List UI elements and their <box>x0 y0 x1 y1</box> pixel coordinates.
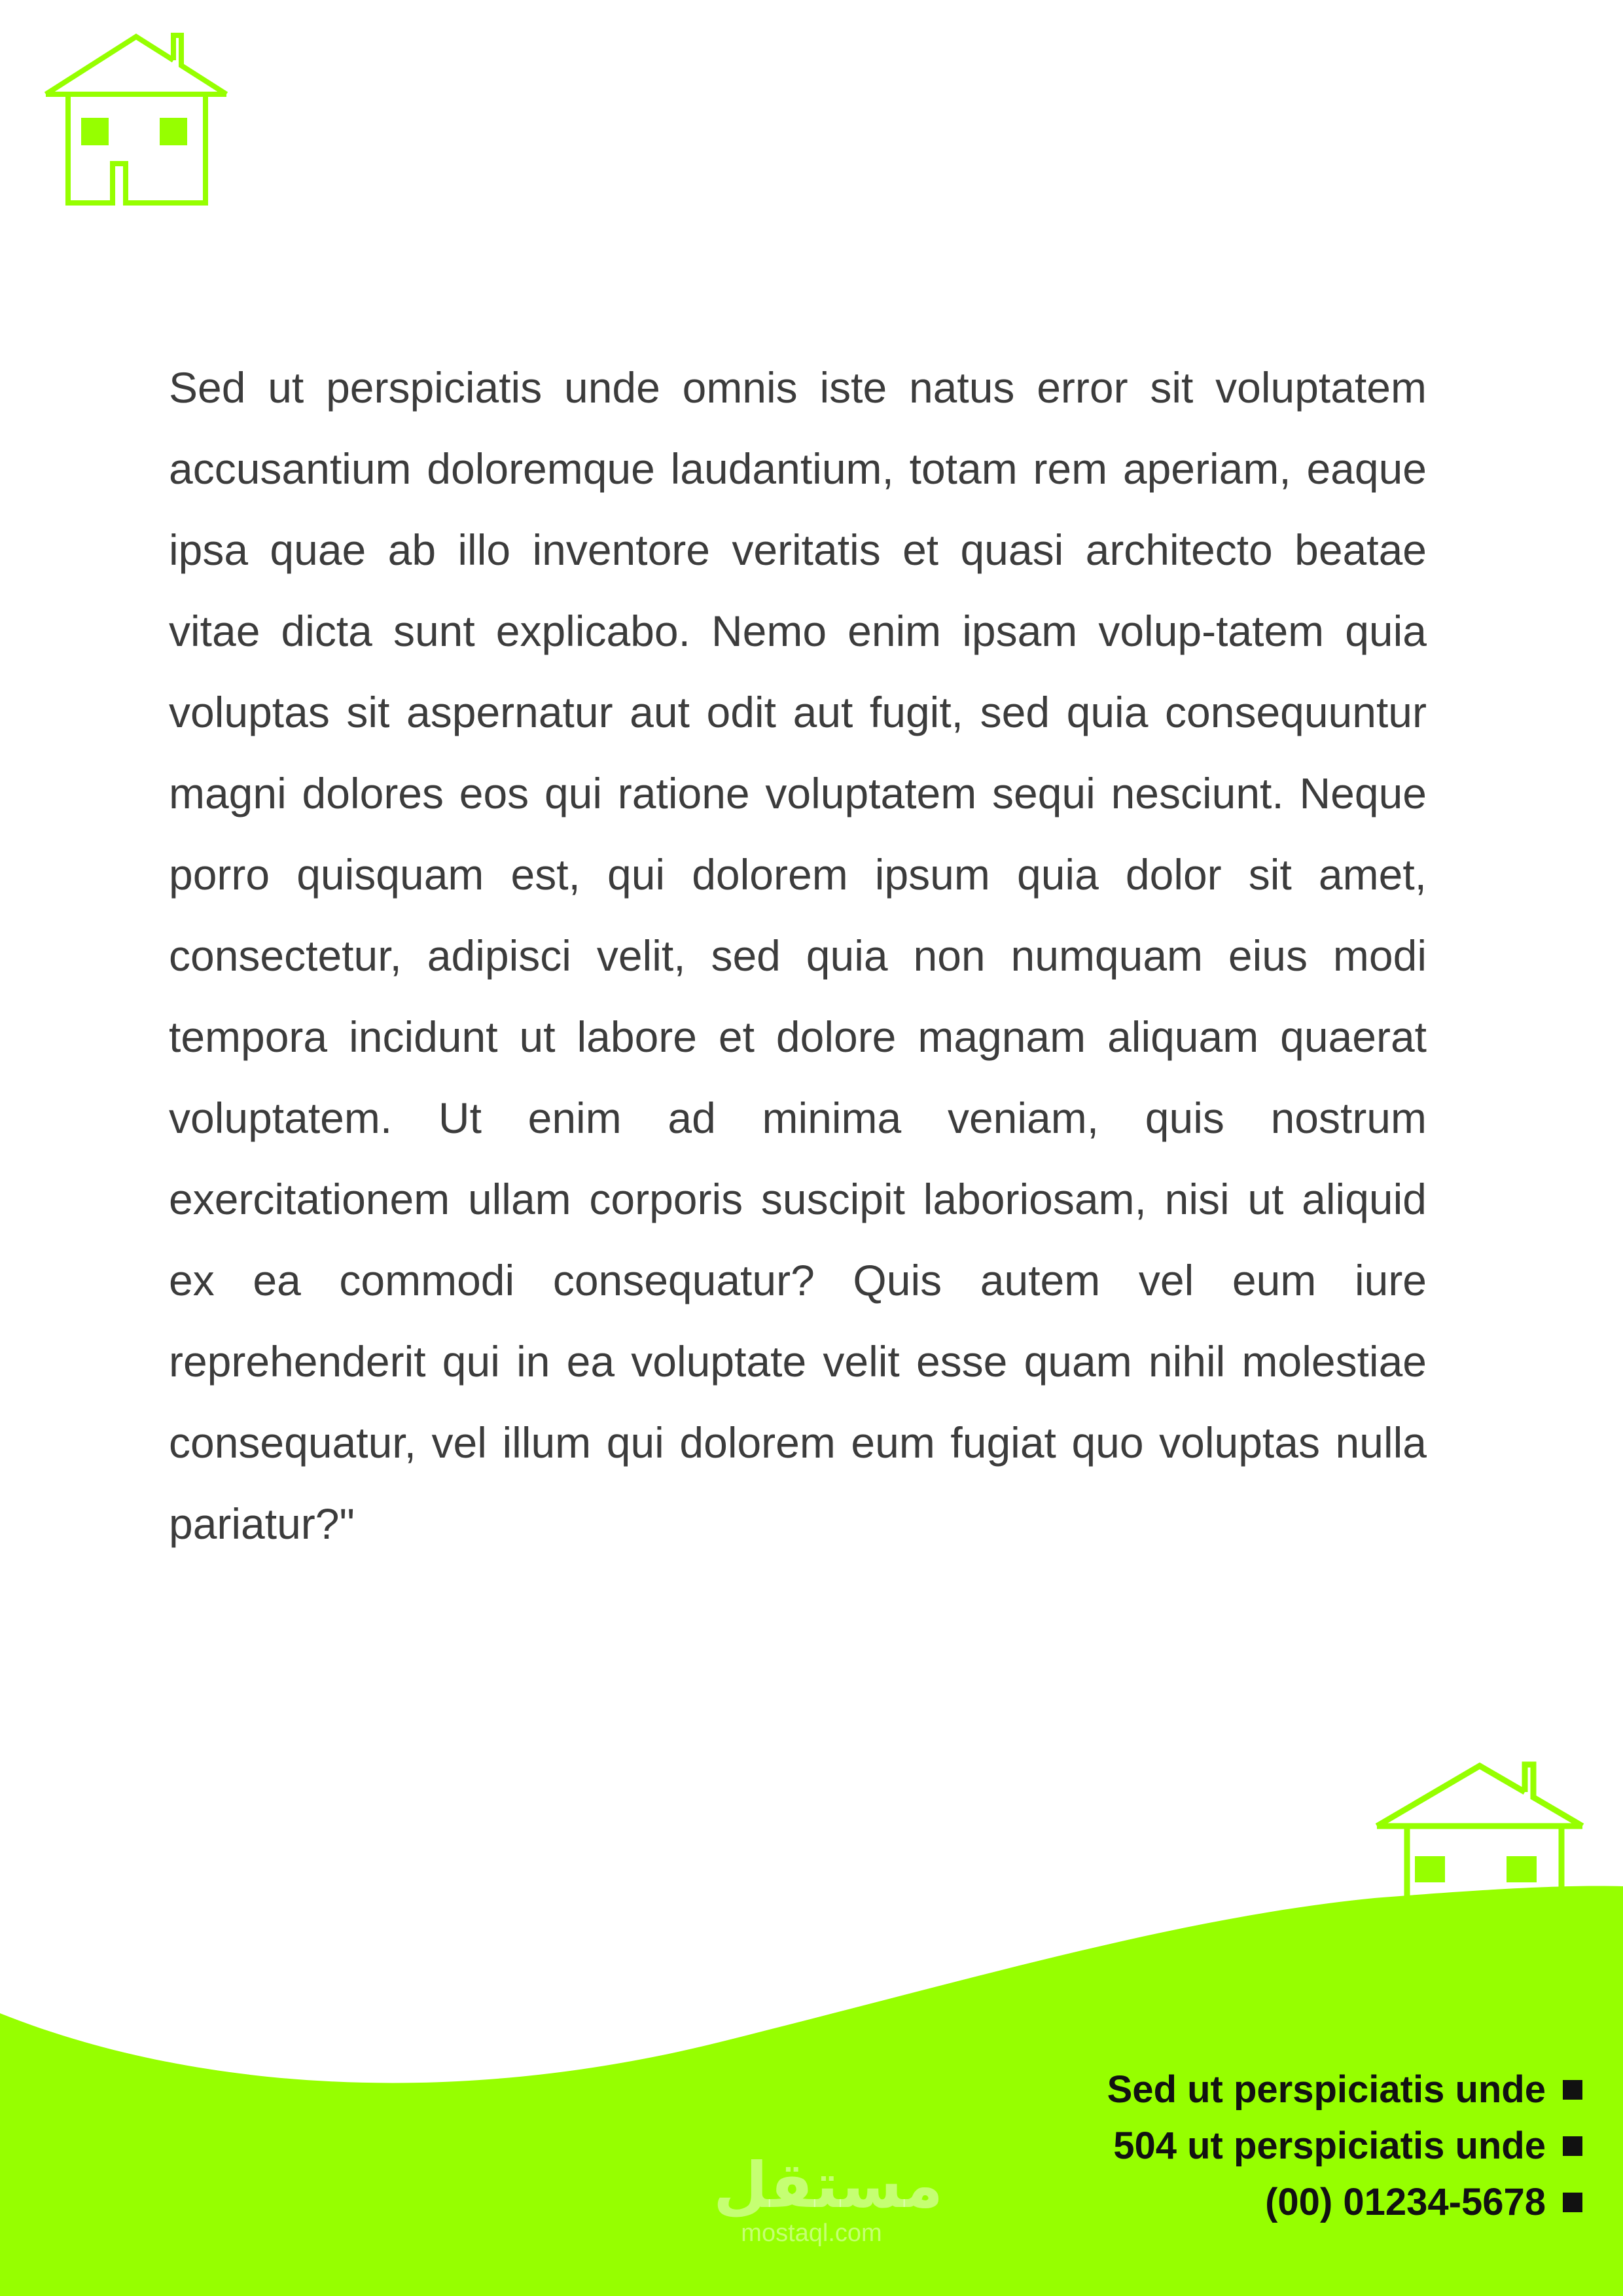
contact-address-line: Sed ut perspiciatis unde <box>1107 2068 1546 2111</box>
body-paragraph: Sed ut perspiciatis unde omnis iste natus error sit voluptatem accusantium doloremque laudantium, totam rem aperiam, eaque ipsa quae ab illo inventore veritatis et quasi architecto beatae vitae dicta sunt explicabo. Nemo enim ipsam volup-tatem quia voluptas sit aspernatur aut odit aut fugit, sed quia consequuntur magni dolores eos qui ratione voluptatem sequi nesciunt. Neque porro quisquam est, qui dolorem ipsum quia dolor sit amet, consectetur, adipisci velit, sed quia non numquam eius modi tempora incidunt ut labore et dolore magnam aliquam quaerat voluptatem. Ut enim ad minima veniam, quis nostrum exercitationem ullam corporis suscipit laboriosam, nisi ut aliquid ex ea commodi consequatur? Quis autem vel eum iure reprehenderit qui in ea voluptate velit esse quam nihil molestiae consequatur, vel illum qui dolorem eum fugiat quo voluptas nulla pariatur?" <box>169 363 1427 1548</box>
contact-phone-line: (00) 01234-5678 <box>1265 2181 1546 2223</box>
house-logo-icon <box>41 31 232 207</box>
bullet-square-icon <box>1563 2080 1582 2100</box>
house-logo-icon <box>1372 1761 1588 1952</box>
contact-line <box>1107 2174 1582 2231</box>
bullet-square-icon <box>1563 2136 1582 2156</box>
bullet-square-icon <box>1563 2193 1582 2212</box>
watermark <box>713 2151 944 2248</box>
contact-block <box>1107 2062 1582 2231</box>
contact-line <box>1107 2062 1582 2118</box>
watermark-latin: mostaql.com <box>741 2219 882 2247</box>
watermark-arabic: مستقل <box>713 2151 944 2221</box>
contact-street-line: 504 ut perspiciatis unde <box>1113 2125 1546 2167</box>
contact-line <box>1107 2118 1582 2174</box>
